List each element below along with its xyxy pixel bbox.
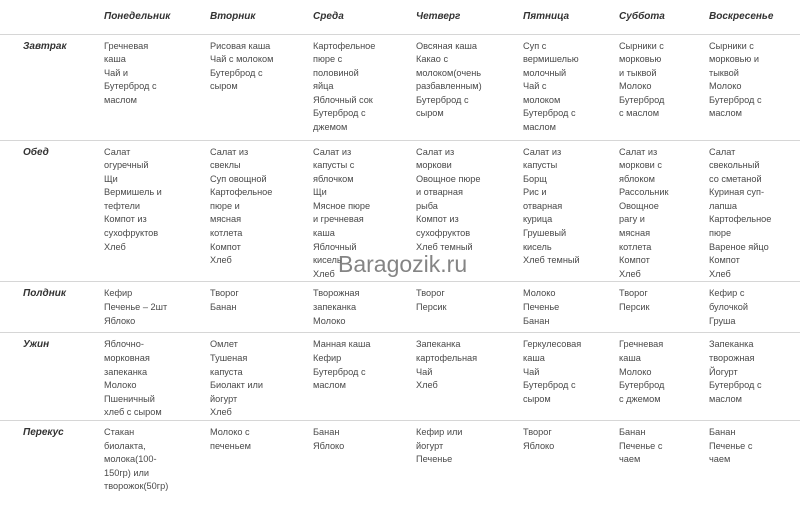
dish-line: Салат из: [416, 146, 455, 157]
dish-line: Салат из: [523, 146, 562, 157]
dish-line: лапша: [709, 200, 737, 211]
menu-cell-friday: [523, 333, 619, 421]
dish-line: молочный: [523, 67, 567, 78]
dish-line: Стакан: [104, 427, 135, 437]
dish-line: Молоко с: [210, 427, 250, 437]
dish-line: сыром: [523, 393, 551, 404]
dish-line: Молоко: [619, 366, 652, 377]
menu-cell-tuesday: [210, 421, 313, 501]
menu-cell-monday: [104, 333, 210, 421]
dish-line: Творог: [619, 288, 648, 299]
dish-line: маслом: [104, 94, 137, 105]
dish-line: Яблоко: [104, 315, 136, 326]
day-header-monday: Понедельник: [104, 11, 171, 22]
dish-line: Груша: [709, 315, 736, 326]
dish-line: печеньем: [210, 440, 251, 451]
dish-line: Бутерброд с: [709, 380, 762, 391]
menu-cell-monday: [104, 282, 210, 333]
dish-line: Куриная суп-: [709, 187, 765, 198]
dish-line: Омлет: [210, 339, 238, 350]
dish-line: яблочком: [313, 173, 354, 184]
dish-line: Печенье – 2шт: [104, 302, 168, 313]
menu-cell-tuesday: [210, 282, 313, 333]
dish-line: морковью и: [709, 54, 760, 65]
day-header-sunday: Воскресенье: [709, 11, 774, 22]
dish-line: Банан: [709, 427, 736, 437]
dish-line: Суп овощной: [210, 173, 267, 184]
dish-line: Рисовая каша: [210, 40, 271, 51]
dish-line: Щи: [104, 173, 118, 184]
menu-cell-thursday: [416, 333, 523, 421]
menu-cell-friday: [523, 140, 619, 282]
menu-cell-monday: [104, 34, 210, 140]
dish-line: тефтели: [104, 200, 140, 211]
dish-line: Яблочный: [313, 241, 357, 252]
dish-line: Гречневая: [619, 339, 664, 350]
dish-line: Бутерброд с: [104, 81, 157, 92]
dish-line: чаем: [709, 454, 731, 465]
dish-line: молоком(очень: [416, 67, 482, 78]
dish-line: Картофельное: [210, 187, 273, 198]
dish-line: Компот из: [416, 214, 459, 225]
menu-cell-sunday: [709, 140, 800, 282]
menu-cell-thursday: [416, 282, 523, 333]
dish-line: Геркулесовая: [523, 339, 582, 350]
dish-line: Манная каша: [313, 339, 371, 350]
dish-line: Овощное: [619, 200, 659, 211]
menu-cell-thursday: [416, 421, 523, 501]
menu-cell-friday: [523, 34, 619, 140]
dish-line: Хлеб: [104, 241, 126, 252]
dish-line: морковная: [104, 353, 150, 364]
dish-line: Хлеб: [210, 407, 232, 418]
dish-line: Биолакт или: [210, 380, 264, 391]
meal-row: [0, 34, 800, 140]
dish-line: Яблоко: [523, 440, 555, 451]
dish-line: молока(100-: [104, 454, 157, 465]
dish-line: чаем: [619, 454, 641, 465]
menu-cell-sunday: [709, 34, 800, 140]
dish-line: разбавленным): [416, 81, 482, 92]
dish-line: Пшеничный: [104, 393, 155, 404]
dish-line: Компот: [709, 255, 740, 266]
dish-line: булочкой: [709, 302, 748, 313]
dish-line: Рис и: [523, 187, 547, 198]
dish-line: моркови с: [619, 160, 662, 171]
dish-line: с маслом: [619, 108, 660, 119]
meal-row: [0, 282, 800, 333]
dish-line: Чай и: [104, 67, 129, 78]
menu-cell-sunday: [709, 333, 800, 421]
dish-line: Банан: [313, 427, 340, 437]
dish-line: Банан: [210, 302, 237, 313]
menu-cell-friday: [523, 421, 619, 501]
dish-line: Творог: [210, 288, 239, 299]
dish-line: творожок(50гр): [104, 481, 169, 492]
dish-line: Чай: [523, 366, 540, 377]
dish-line: Компот: [619, 255, 650, 266]
dish-line: Персик: [416, 302, 447, 313]
dish-line: Чай с молоком: [210, 54, 274, 65]
menu-cell-thursday: [416, 34, 523, 140]
dish-line: 150гр) или: [104, 467, 150, 478]
dish-line: Вермишель и: [104, 187, 162, 198]
dish-line: Яблочный сок: [313, 94, 373, 105]
dish-line: Какао с: [416, 54, 449, 65]
day-header-wednesday: Среда: [313, 11, 344, 22]
dish-line: творожная: [709, 353, 755, 364]
dish-line: котлета: [619, 241, 652, 252]
dish-line: Тушеная: [210, 353, 248, 364]
dish-line: биолакта,: [104, 440, 146, 451]
dish-line: мясная: [619, 228, 651, 239]
dish-line: джемом: [313, 122, 348, 133]
dish-line: огуречный: [104, 160, 149, 171]
dish-line: Чай с: [523, 81, 547, 92]
dish-line: Кефир: [313, 353, 342, 364]
dish-line: пюре: [709, 228, 732, 239]
dish-line: Бутерброд с: [313, 366, 366, 377]
menu-cell-thursday: [416, 140, 523, 282]
dish-line: с джемом: [619, 393, 661, 404]
dish-line: пюре с: [313, 54, 343, 65]
dish-line: Кефир или: [416, 427, 463, 437]
dish-line: запеканка: [104, 366, 148, 377]
corner-cell: [0, 0, 104, 34]
menu-cell-tuesday: [210, 333, 313, 421]
menu-cell-wednesday: [313, 140, 416, 282]
meal-name: Завтрак: [23, 40, 67, 52]
dish-line: Салат из: [210, 146, 249, 157]
dish-line: Грушевый: [523, 228, 567, 239]
dish-line: каша: [104, 54, 126, 65]
dish-line: тыквой: [709, 67, 739, 78]
dish-line: и отварная: [416, 187, 463, 198]
dish-line: кисель: [523, 241, 552, 252]
dish-line: йогурт: [210, 393, 238, 404]
dish-line: Хлеб: [210, 255, 232, 266]
dish-line: Сырники с: [619, 40, 664, 51]
dish-line: Овсяная каша: [416, 40, 478, 51]
dish-line: Салат: [104, 146, 131, 157]
dish-line: Компот из: [104, 214, 147, 225]
meal-name: Перекус: [23, 427, 64, 438]
dish-line: половиной: [313, 67, 359, 78]
dish-line: маслом: [313, 380, 346, 391]
dish-line: Хлеб: [313, 268, 335, 279]
dish-line: маслом: [523, 122, 556, 133]
menu-cell-sunday: [709, 421, 800, 501]
menu-cell-sunday: [709, 282, 800, 333]
dish-line: Суп с: [523, 40, 547, 51]
dish-line: Картофельное: [709, 214, 772, 225]
dish-line: свеклы: [210, 160, 241, 171]
dish-line: капусты с: [313, 160, 355, 171]
dish-line: Банан: [619, 427, 646, 437]
dish-line: Бутерброд: [619, 380, 665, 391]
dish-line: Молоко: [523, 288, 556, 299]
dish-line: Бутерброд с: [709, 94, 762, 105]
dish-line: Яблочно-: [104, 339, 144, 350]
dish-line: Молоко: [709, 81, 742, 92]
dish-line: каша: [619, 353, 641, 364]
dish-line: вермишелью: [523, 54, 579, 65]
meal-name: Обед: [23, 146, 49, 158]
dish-line: Яблоко: [313, 440, 345, 451]
menu-cell-friday: [523, 282, 619, 333]
dish-line: Салат из: [619, 146, 658, 157]
dish-line: свекольный: [709, 160, 760, 171]
day-header-saturday: Суббота: [619, 11, 665, 22]
dish-line: йогурт: [416, 440, 444, 451]
menu-cell-wednesday: [313, 333, 416, 421]
dish-line: отварная: [523, 200, 563, 211]
dish-line: курица: [523, 214, 553, 225]
dish-line: Молоко: [313, 315, 346, 326]
dish-line: Гречневая: [104, 40, 149, 51]
day-header-tuesday: Вторник: [210, 11, 256, 22]
dish-line: котлета: [210, 228, 243, 239]
dish-line: Запеканка: [416, 339, 461, 350]
dish-line: Бутерброд с: [210, 67, 263, 78]
menu-body: [0, 34, 800, 501]
menu-cell-saturday: [619, 333, 709, 421]
dish-line: молоком: [523, 94, 561, 105]
dish-line: Мясное пюре: [313, 200, 371, 211]
dish-line: Бутерброд с: [313, 108, 366, 119]
dish-line: Печенье с: [709, 440, 753, 451]
dish-line: Хлеб темный: [416, 241, 473, 252]
dish-line: капуста: [210, 366, 243, 377]
dish-line: мясная: [210, 214, 242, 225]
dish-line: Печенье: [416, 454, 453, 465]
dish-line: Хлеб: [619, 268, 641, 279]
dish-line: пюре и: [210, 200, 240, 211]
menu-cell-tuesday: [210, 140, 313, 282]
dish-line: Банан: [523, 315, 550, 326]
header-row: [0, 0, 800, 34]
dish-line: Хлеб: [709, 268, 731, 279]
meal-row: [0, 140, 800, 282]
dish-line: Щи: [313, 187, 327, 198]
dish-line: Молоко: [104, 380, 137, 391]
dish-line: Йогурт: [709, 366, 738, 377]
dish-line: Творог: [523, 427, 552, 437]
dish-line: Бутерброд с: [416, 94, 469, 105]
menu-cell-saturday: [619, 282, 709, 333]
dish-line: сухофруктов: [416, 228, 471, 239]
dish-line: каша: [523, 353, 545, 364]
dish-line: каша: [313, 228, 335, 239]
dish-line: хлеб с сыром: [104, 407, 162, 418]
dish-line: со сметаной: [709, 173, 762, 184]
dish-line: Бутерброд с: [523, 108, 576, 119]
dish-line: маслом: [709, 108, 742, 119]
dish-line: Персик: [619, 302, 650, 313]
meal-row: [0, 333, 800, 421]
dish-line: Молоко: [619, 81, 652, 92]
dish-line: яблоком: [619, 173, 655, 184]
dish-line: сыром: [210, 81, 238, 92]
dish-line: Компот: [210, 241, 241, 252]
dish-line: запеканка: [313, 302, 357, 313]
dish-line: Салат: [709, 146, 736, 157]
day-header-thursday: Четверг: [416, 11, 461, 22]
dish-line: сухофруктов: [104, 228, 159, 239]
dish-line: Бутерброд: [619, 94, 665, 105]
menu-cell-monday: [104, 140, 210, 282]
dish-line: картофельная: [416, 353, 478, 364]
menu-cell-wednesday: [313, 34, 416, 140]
dish-line: кисель: [313, 255, 342, 266]
dish-line: и гречневая: [313, 214, 364, 225]
dish-line: капусты: [523, 160, 558, 171]
menu-cell-wednesday: [313, 282, 416, 333]
meal-name: Полдник: [23, 288, 66, 300]
dish-line: Хлеб: [416, 380, 438, 391]
watermark: Baragozik.ru: [338, 251, 468, 277]
menu-cell-saturday: [619, 140, 709, 282]
dish-line: рыба: [416, 200, 438, 211]
dish-line: Рассольник: [619, 187, 669, 198]
dish-line: Кефир с: [709, 288, 745, 299]
dish-line: Бутерброд с: [523, 380, 576, 391]
menu-cell-saturday: [619, 34, 709, 140]
dish-line: Салат из: [313, 146, 352, 157]
dish-line: Хлеб темный: [523, 255, 580, 266]
dish-line: Кефир: [104, 288, 133, 299]
dish-line: Творожная: [313, 288, 360, 299]
dish-line: Чай: [416, 366, 433, 377]
menu-cell-tuesday: [210, 34, 313, 140]
dish-line: Печенье: [523, 302, 560, 313]
menu-cell-monday: [104, 421, 210, 501]
dish-line: Творог: [416, 288, 445, 299]
dish-line: Овощное пюре: [416, 173, 481, 184]
dish-line: морковью: [619, 54, 662, 65]
dish-line: Картофельное: [313, 40, 376, 51]
dish-line: сыром: [416, 108, 444, 119]
dish-line: моркови: [416, 160, 452, 171]
dish-line: Борщ: [523, 173, 547, 184]
dish-line: Вареное яйцо: [709, 241, 769, 252]
dish-line: Печенье с: [619, 440, 663, 451]
meal-row: [0, 421, 800, 501]
day-header-friday: Пятница: [523, 11, 570, 22]
dish-line: Запеканка: [709, 339, 754, 350]
meal-name: Ужин: [23, 339, 50, 351]
dish-line: рагу и: [619, 214, 645, 225]
menu-cell-saturday: [619, 421, 709, 501]
dish-line: Сырники с: [709, 40, 754, 51]
dish-line: яйца: [313, 81, 334, 92]
dish-line: и тыквой: [619, 67, 657, 78]
menu-cell-wednesday: [313, 421, 416, 501]
dish-line: маслом: [709, 393, 742, 404]
